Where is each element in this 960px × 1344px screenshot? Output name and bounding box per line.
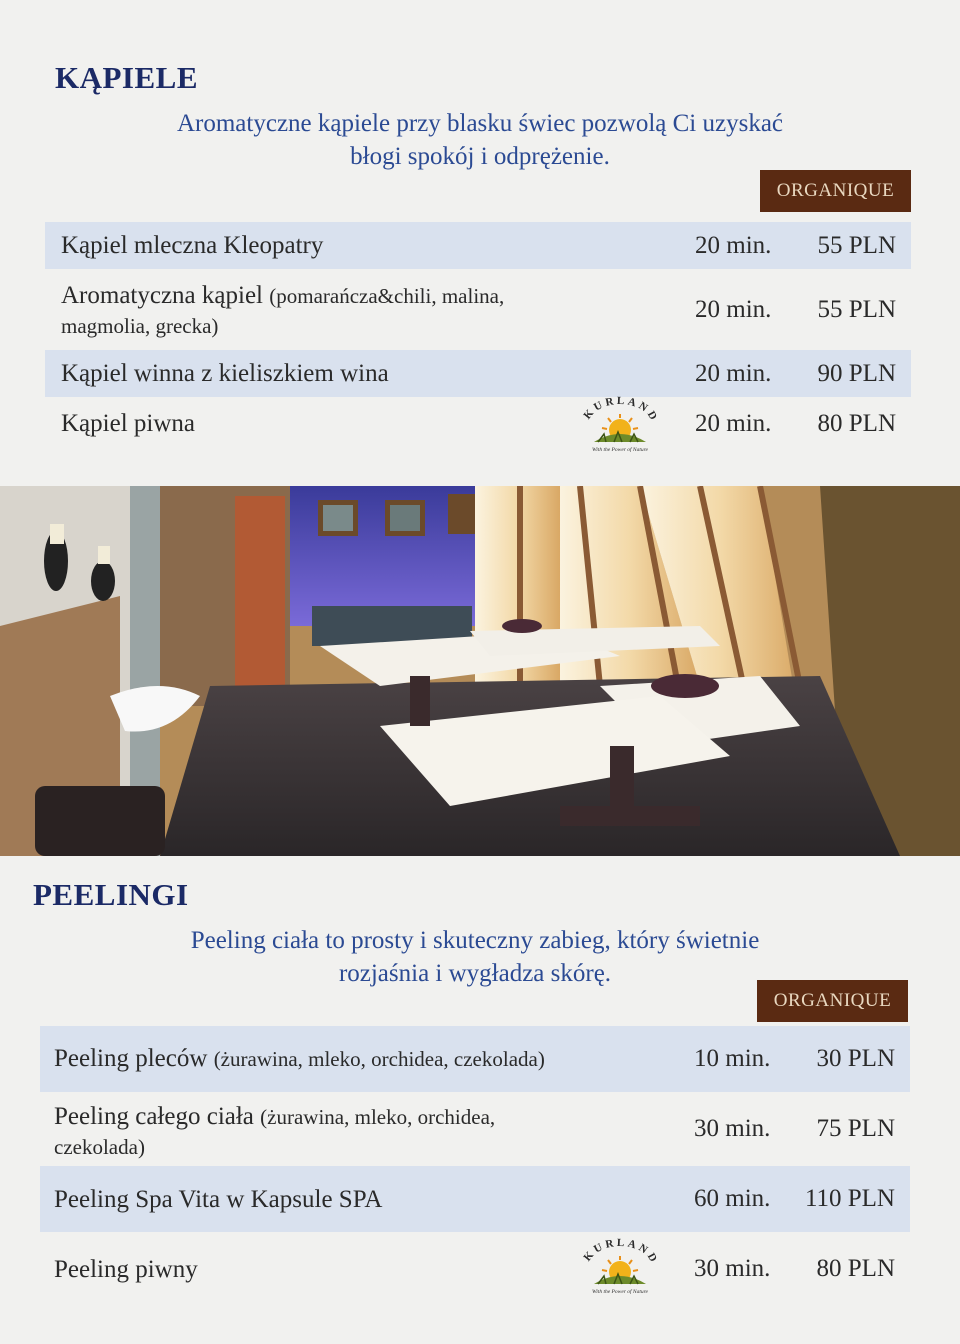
treatment-time: 10 min. xyxy=(694,1045,771,1072)
treatment-name-block xyxy=(61,281,504,341)
kapiele-intro-line2: błogi spokój i odprężenie. xyxy=(350,143,610,170)
price-row xyxy=(45,400,911,447)
treatment-price: 80 PLN xyxy=(816,1255,895,1282)
spa-room-photo xyxy=(0,486,960,856)
treatment-price: 75 PLN xyxy=(816,1115,895,1142)
kurland-tagline: With the Power of Nature xyxy=(591,447,649,453)
treatment-time: 20 min. xyxy=(695,359,772,387)
peelingi-intro-line1: Peeling ciała to prosty i skuteczny zabieg, który świetnie xyxy=(190,927,760,954)
price-row xyxy=(45,350,911,397)
treatment-time: 30 min. xyxy=(694,1115,771,1142)
treatment-price: 30 PLN xyxy=(816,1045,895,1072)
price-row xyxy=(45,273,911,347)
treatment-name: Kąpiel mleczna Kleopatry xyxy=(61,232,324,259)
treatment-name: Aromatyczna kąpiel xyxy=(61,282,263,309)
kurland-logo xyxy=(580,1238,660,1296)
treatment-price: 90 PLN xyxy=(817,359,896,387)
kurland-tagline: With the Power of Nature xyxy=(591,1289,649,1295)
organique-logo: ORGANIQUE xyxy=(757,980,908,1022)
treatment-name: Peeling pleców xyxy=(54,1045,208,1072)
section-title-kapiele: KĄPIELE xyxy=(55,60,199,95)
treatment-detail: (żurawina, mleko, orchidea, xyxy=(260,1105,496,1129)
svg-text:KURLAND: KURLAND xyxy=(581,1238,660,1267)
treatment-name: Kąpiel winna z kieliszkiem wina xyxy=(61,360,389,387)
treatment-price: 110 PLN xyxy=(804,1185,895,1212)
treatment-name-block xyxy=(54,1044,545,1074)
treatment-detail: (pomarańcza&chili, malina, xyxy=(269,284,505,308)
section-title-peelingi: PEELINGI xyxy=(33,877,189,912)
treatment-time: 60 min. xyxy=(694,1185,771,1212)
treatment-name: Peeling piwny xyxy=(54,1255,198,1283)
price-row xyxy=(40,1096,910,1162)
treatment-time: 20 min. xyxy=(695,296,772,323)
peelingi-intro-line2: rozjaśnia i wygładza skórę. xyxy=(338,960,612,987)
treatment-price: 80 PLN xyxy=(817,409,896,437)
treatment-time: 20 min. xyxy=(695,231,772,259)
treatment-name: Kąpiel piwna xyxy=(61,410,195,437)
treatment-time: 20 min. xyxy=(695,409,772,437)
treatment-detail-line2: czekolada) xyxy=(54,1135,145,1159)
treatment-name: Peeling Spa Vita w Kapsule SPA xyxy=(54,1185,383,1213)
price-row xyxy=(40,1166,910,1232)
treatment-detail-line2: magmolia, grecka) xyxy=(61,314,219,338)
treatment-detail: (żurawina, mleko, orchidea, czekolada) xyxy=(213,1047,545,1071)
kapiele-intro-line1: Aromatyczne kąpiele przy blasku świec pozwolą Ci uzyskać xyxy=(176,110,784,137)
treatment-name: Peeling całego ciała xyxy=(54,1103,254,1130)
kapiele-intro xyxy=(100,107,860,173)
price-row xyxy=(40,1026,910,1092)
kurland-logo xyxy=(580,396,660,454)
price-row xyxy=(45,222,911,269)
price-row xyxy=(40,1236,910,1302)
treatment-name-block xyxy=(54,1102,495,1162)
treatment-price: 55 PLN xyxy=(817,296,896,323)
treatment-price: 55 PLN xyxy=(817,231,896,259)
peelingi-intro xyxy=(100,924,850,990)
svg-text:KURLAND: KURLAND xyxy=(581,396,660,425)
organique-logo: ORGANIQUE xyxy=(760,170,911,212)
treatment-time: 30 min. xyxy=(694,1255,771,1282)
